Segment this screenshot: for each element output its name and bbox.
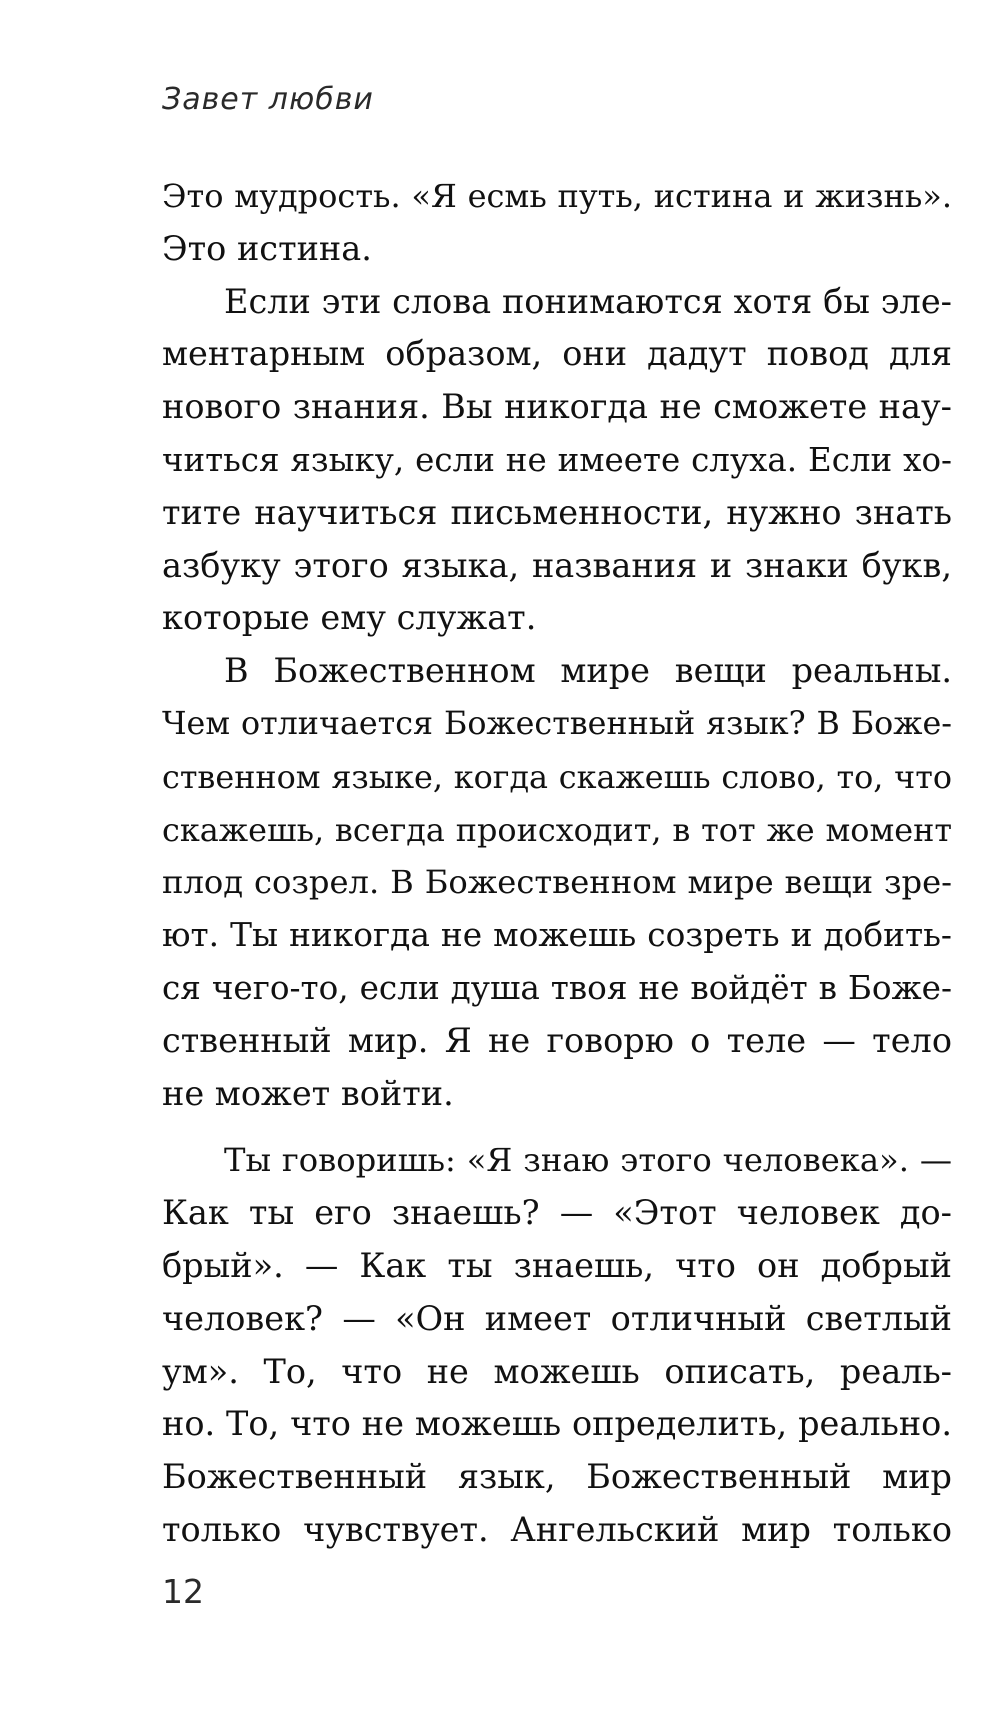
- text-line: брый». — Как ты знаешь, что он добрый: [162, 1245, 952, 1285]
- text-line: Чем отличается Божественный язык? В Боже-: [162, 705, 952, 742]
- text-line: ся чего-то, если душа твоя не войдёт в Боже-: [162, 968, 952, 1007]
- text-line: ум». То, что не можешь описать, реаль-: [162, 1351, 952, 1391]
- text-line: но. То, что не можешь определить, реально.: [162, 1404, 952, 1444]
- text-line: ственный мир. Я не говорю о теле — тело: [162, 1020, 952, 1060]
- text-line: читься языку, если не имеете слуха. Если хо-: [162, 440, 952, 479]
- text-line: В Божественном мире вещи реальны.: [224, 651, 952, 691]
- text-line: скажешь, всегда происходит, в тот же момент: [162, 810, 952, 849]
- text-line: ют. Ты никогда не можешь созреть и добить-: [162, 916, 952, 955]
- text-line: ментарным образом, они дадут повод для: [162, 334, 952, 374]
- running-header: Завет любви: [162, 82, 374, 117]
- text-line: Если эти слова понимаются хотя бы эле-: [224, 281, 952, 321]
- text-line: Это истина.: [162, 228, 372, 268]
- page-number: 12: [162, 1572, 204, 1611]
- text-line: Божественный язык, Божественный мир: [162, 1457, 952, 1497]
- text-line: Это мудрость. «Я есмь путь, истина и жизнь».: [162, 177, 952, 215]
- text-line: которые ему служат.: [162, 598, 537, 638]
- text-line: азбуку этого языка, названия и знаки букв,: [162, 545, 952, 585]
- text-line: нового знания. Вы никогда не сможете нау-: [162, 387, 952, 427]
- text-line: плод созрел. В Божественном мире вещи зре-: [162, 863, 952, 902]
- text-line: человек? — «Он имеет отличный светлый: [162, 1298, 952, 1338]
- text-line: ственном языке, когда скажешь слово, то, что: [162, 757, 952, 796]
- text-line: Ты говоришь: «Я знаю этого человека». —: [224, 1141, 952, 1180]
- text-line: тите научиться письменности, нужно знать: [162, 492, 952, 532]
- body-text: [162, 170, 952, 1557]
- text-line: только чувствует. Ангельский мир только: [162, 1509, 952, 1549]
- text-line: не может войти.: [162, 1073, 454, 1113]
- text-line: Как ты его знаешь? — «Этот человек до-: [162, 1193, 952, 1233]
